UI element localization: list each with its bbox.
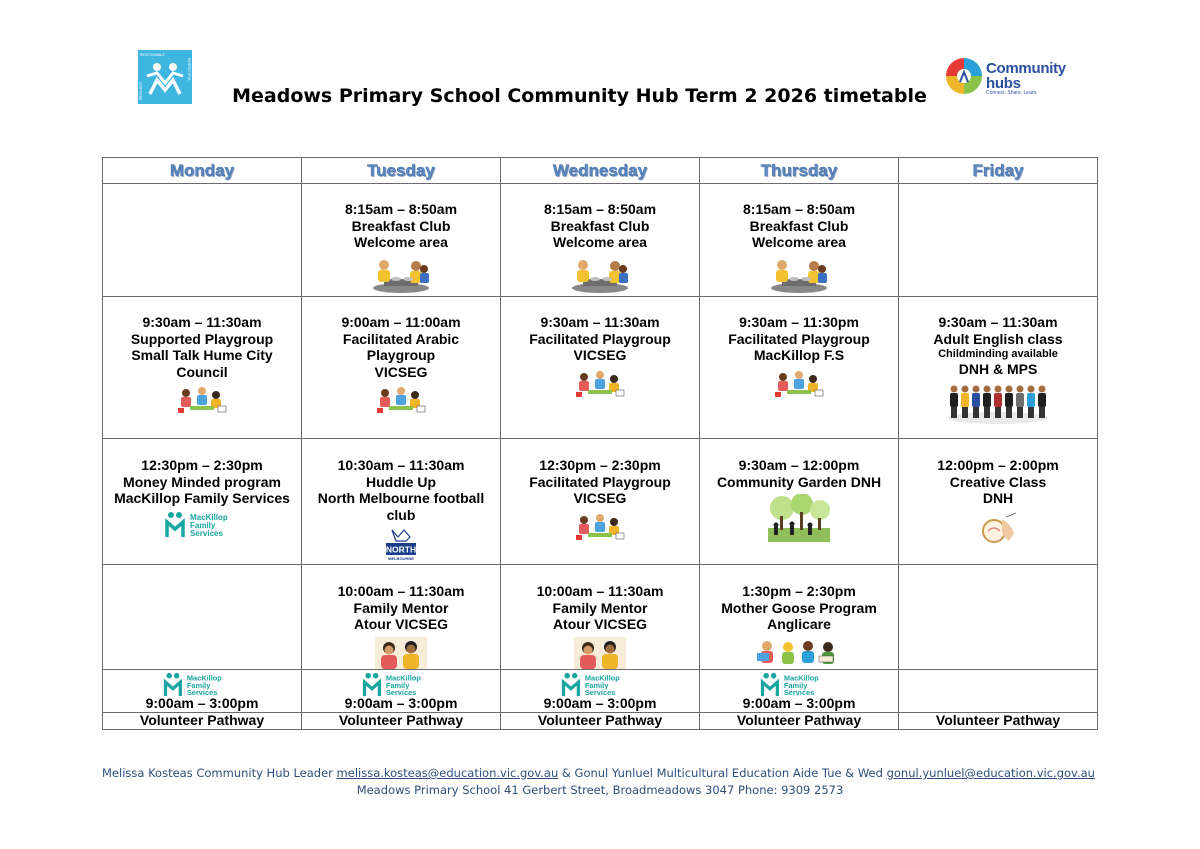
volunteer-pathway-wednesday: Volunteer Pathway bbox=[501, 712, 700, 729]
event bbox=[501, 565, 699, 669]
event-time: 12:30pm – 2:30pm bbox=[141, 457, 263, 473]
event-time: 8:15am – 8:50am bbox=[742, 201, 856, 217]
slot-monday-row-4 bbox=[103, 565, 302, 670]
event-detail: Community Garden DNH bbox=[716, 473, 882, 490]
event bbox=[302, 439, 500, 561]
svg-text:Family: Family bbox=[190, 520, 216, 530]
event-time: 9:30am – 11:30pm bbox=[739, 314, 859, 330]
volunteer-pathway-monday: Volunteer Pathway bbox=[103, 712, 302, 729]
event-time: 9:30am – 11:30am bbox=[540, 314, 660, 330]
event-detail: Welcome area bbox=[354, 234, 448, 250]
slot-tuesday-row-1 bbox=[302, 184, 501, 297]
playgroup-illustration bbox=[574, 368, 626, 400]
event-detail: VICSEG bbox=[573, 490, 627, 506]
event-detail: Supported Playgroup bbox=[130, 330, 274, 347]
table-row bbox=[103, 439, 1098, 565]
event-detail: DNH & MPS bbox=[958, 361, 1038, 377]
event-detail: Council bbox=[176, 363, 228, 380]
event bbox=[501, 297, 699, 400]
slot-friday-row-4 bbox=[899, 565, 1098, 670]
volunteer-time: 9:00am – 3:00pm bbox=[742, 694, 856, 711]
table-row bbox=[103, 297, 1098, 439]
event-time: 10:00am – 11:30am bbox=[337, 583, 465, 599]
svg-text:RESPONSIBLE: RESPONSIBLE bbox=[140, 53, 165, 57]
event-detail: VICSEG bbox=[573, 347, 627, 363]
volunteer-time-row bbox=[103, 669, 1098, 712]
event bbox=[700, 439, 898, 542]
day-header-thursday: Thursday bbox=[700, 158, 899, 184]
page-title: Meadows Primary School Community Hub Term 2 2026 timetable bbox=[232, 85, 927, 107]
story-time-illustration bbox=[755, 637, 843, 667]
breakfast-illustration bbox=[565, 255, 635, 295]
footer-leader-text: Melissa Kosteas Community Hub Leader bbox=[102, 766, 337, 780]
event-detail: Huddle Up bbox=[366, 473, 436, 490]
event-detail: DNH bbox=[982, 490, 1014, 506]
event bbox=[103, 439, 301, 539]
mackillop-logo bbox=[165, 511, 239, 539]
day-header-tuesday: Tuesday bbox=[302, 158, 501, 184]
event bbox=[501, 439, 699, 543]
slot-monday-row-2 bbox=[103, 297, 302, 439]
svg-text:NORTH: NORTH bbox=[385, 544, 417, 555]
day-header-monday: Monday bbox=[103, 158, 302, 184]
footer-contacts bbox=[102, 766, 1095, 780]
event-time: 10:30am – 11:30am bbox=[337, 457, 465, 473]
event-detail: Atour VICSEG bbox=[552, 616, 648, 632]
event-detail: Facilitated Playgroup bbox=[728, 330, 870, 347]
volunteer-slot-friday bbox=[899, 669, 1098, 712]
event-detail: Mother Goose Program bbox=[721, 599, 877, 616]
svg-text:Family: Family bbox=[385, 680, 410, 690]
north-melbourne-logo bbox=[384, 527, 418, 561]
slot-thursday-row-2 bbox=[700, 297, 899, 439]
event bbox=[899, 439, 1097, 549]
event bbox=[302, 297, 500, 416]
playgroup-illustration bbox=[574, 511, 626, 543]
table-row bbox=[103, 565, 1098, 670]
event bbox=[700, 565, 898, 667]
svg-text:Services: Services bbox=[385, 687, 417, 697]
community-hubs-tagline: Connect. Share. Learn. bbox=[986, 90, 1038, 96]
slot-wednesday-row-4 bbox=[501, 565, 700, 670]
slot-monday-row-3 bbox=[103, 439, 302, 565]
event-time: 9:30am – 11:30am bbox=[142, 314, 262, 330]
event-detail: MacKillop Family Services bbox=[114, 490, 290, 506]
day-header-row bbox=[103, 158, 1098, 184]
event-time: 12:30pm – 2:30pm bbox=[539, 457, 661, 473]
event-detail: Breakfast Club bbox=[749, 217, 849, 234]
slot-wednesday-row-1 bbox=[501, 184, 700, 297]
event-detail: Atour VICSEG bbox=[353, 616, 449, 632]
svg-text:Services: Services bbox=[584, 687, 616, 697]
slot-friday-row-3 bbox=[899, 439, 1098, 565]
event-detail: VICSEG bbox=[374, 363, 428, 380]
slot-thursday-row-4 bbox=[700, 565, 899, 670]
table-row bbox=[103, 184, 1098, 297]
slot-wednesday-row-3 bbox=[501, 439, 700, 565]
event-detail: Creative Class bbox=[949, 473, 1047, 490]
event-detail: Playgroup bbox=[366, 347, 436, 363]
event-detail: North Melbourne football club bbox=[317, 490, 485, 523]
event-time: 9:30am – 12:00pm bbox=[738, 457, 860, 473]
playgroup-illustration bbox=[375, 384, 427, 416]
event-detail: Family Mentor bbox=[353, 599, 449, 616]
event-detail: Small Talk Hume City bbox=[131, 347, 273, 363]
svg-text:RESPECTFUL: RESPECTFUL bbox=[187, 58, 191, 82]
event-detail: Facilitated Arabic bbox=[342, 330, 460, 347]
event-time: 10:00am – 11:30am bbox=[536, 583, 664, 599]
email-link-melissa[interactable]: melissa.kosteas@education.vic.gov.au bbox=[336, 766, 559, 780]
svg-text:MELBOURNE: MELBOURNE bbox=[388, 556, 414, 561]
community-hubs-brand-name: Community hubs bbox=[986, 60, 1066, 92]
event-time: 9:30am – 11:30am bbox=[938, 314, 1058, 330]
svg-text:Family: Family bbox=[186, 680, 211, 690]
event bbox=[700, 184, 898, 295]
event-detail: Welcome area bbox=[553, 234, 647, 250]
slot-friday-row-2 bbox=[899, 297, 1098, 439]
volunteer-pathway-friday: Volunteer Pathway bbox=[899, 712, 1098, 729]
slot-thursday-row-3 bbox=[700, 439, 899, 565]
event-time: 9:00am – 11:00am bbox=[341, 314, 461, 330]
svg-text:MacKillop: MacKillop bbox=[584, 672, 620, 682]
adults-group-illustration bbox=[946, 382, 1050, 424]
event-detail: Money Minded program bbox=[123, 473, 281, 490]
slot-wednesday-row-2 bbox=[501, 297, 700, 439]
slot-thursday-row-1 bbox=[700, 184, 899, 297]
event-detail: Adult English class bbox=[933, 330, 1063, 347]
svg-text:Services: Services bbox=[783, 687, 815, 697]
day-header-friday: Friday bbox=[899, 158, 1098, 184]
garden-illustration bbox=[768, 494, 830, 542]
volunteer-pathway-tuesday: Volunteer Pathway bbox=[302, 712, 501, 729]
volunteer-time: 9:00am – 3:00pm bbox=[344, 694, 458, 711]
embroidery-illustration bbox=[976, 511, 1020, 549]
footer-address: Meadows Primary School 41 Gerbert Street, Broadmeadows 3047 Phone: 9309 2573 bbox=[356, 783, 844, 797]
event-time: 12:00pm – 2:00pm bbox=[937, 457, 1059, 473]
event bbox=[700, 297, 898, 400]
event-detail: MacKillop F.S bbox=[753, 347, 845, 363]
slot-tuesday-row-2 bbox=[302, 297, 501, 439]
playgroup-illustration bbox=[773, 368, 825, 400]
event bbox=[302, 565, 500, 669]
slot-tuesday-row-4 bbox=[302, 565, 501, 670]
event-detail: Breakfast Club bbox=[550, 217, 650, 234]
event-time: 8:15am – 8:50am bbox=[543, 201, 657, 217]
event bbox=[302, 184, 500, 295]
breakfast-illustration bbox=[366, 255, 436, 295]
svg-text:RESILIENT: RESILIENT bbox=[139, 81, 143, 100]
playgroup-illustration bbox=[176, 384, 228, 416]
volunteer-slot-wednesday bbox=[501, 669, 700, 712]
svg-text:MacKillop: MacKillop bbox=[186, 672, 222, 682]
event-detail: Welcome area bbox=[752, 234, 846, 250]
mentor-illustration bbox=[574, 637, 626, 669]
slot-friday-row-1 bbox=[899, 184, 1098, 297]
breakfast-illustration bbox=[764, 255, 834, 295]
volunteer-pathway-thursday: Volunteer Pathway bbox=[700, 712, 899, 729]
slot-tuesday-row-3 bbox=[302, 439, 501, 565]
volunteer-slot-tuesday bbox=[302, 669, 501, 712]
svg-text:MacKillop: MacKillop bbox=[190, 512, 228, 522]
volunteer-time: 9:00am – 3:00pm bbox=[543, 694, 657, 711]
mentor-illustration bbox=[375, 637, 427, 669]
svg-text:MacKillop: MacKillop bbox=[385, 672, 421, 682]
volunteer-slot-monday bbox=[103, 669, 302, 712]
event-note: Childminding available bbox=[938, 348, 1058, 360]
event-detail: Facilitated Playgroup bbox=[529, 330, 671, 347]
volunteer-pathway-row bbox=[103, 712, 1098, 729]
event-detail: Anglicare bbox=[767, 616, 831, 632]
volunteer-time: 9:00am – 3:00pm bbox=[145, 694, 259, 711]
svg-text:Services: Services bbox=[186, 687, 218, 697]
svg-text:MacKillop: MacKillop bbox=[783, 672, 819, 682]
email-link-gonul[interactable]: gonul.yunluel@education.vic.gov.au bbox=[886, 766, 1095, 780]
slot-monday-row-1 bbox=[103, 184, 302, 297]
svg-text:Services: Services bbox=[190, 528, 223, 538]
event-time: 1:30pm – 2:30pm bbox=[742, 583, 856, 599]
svg-text:Family: Family bbox=[783, 680, 808, 690]
event-time: 8:15am – 8:50am bbox=[344, 201, 458, 217]
event-detail: Family Mentor bbox=[552, 599, 648, 616]
timetable bbox=[102, 157, 1098, 730]
volunteer-slot-thursday bbox=[700, 669, 899, 712]
event bbox=[103, 297, 301, 416]
event bbox=[501, 184, 699, 295]
event-detail: Breakfast Club bbox=[351, 217, 451, 234]
event-detail: Facilitated Playgroup bbox=[529, 473, 671, 490]
footer-aide-text: & Gonul Yunluel Multicultural Education Aide Tue & Wed bbox=[558, 766, 887, 780]
day-header-wednesday: Wednesday bbox=[501, 158, 700, 184]
svg-text:Family: Family bbox=[584, 680, 609, 690]
event bbox=[899, 297, 1097, 424]
